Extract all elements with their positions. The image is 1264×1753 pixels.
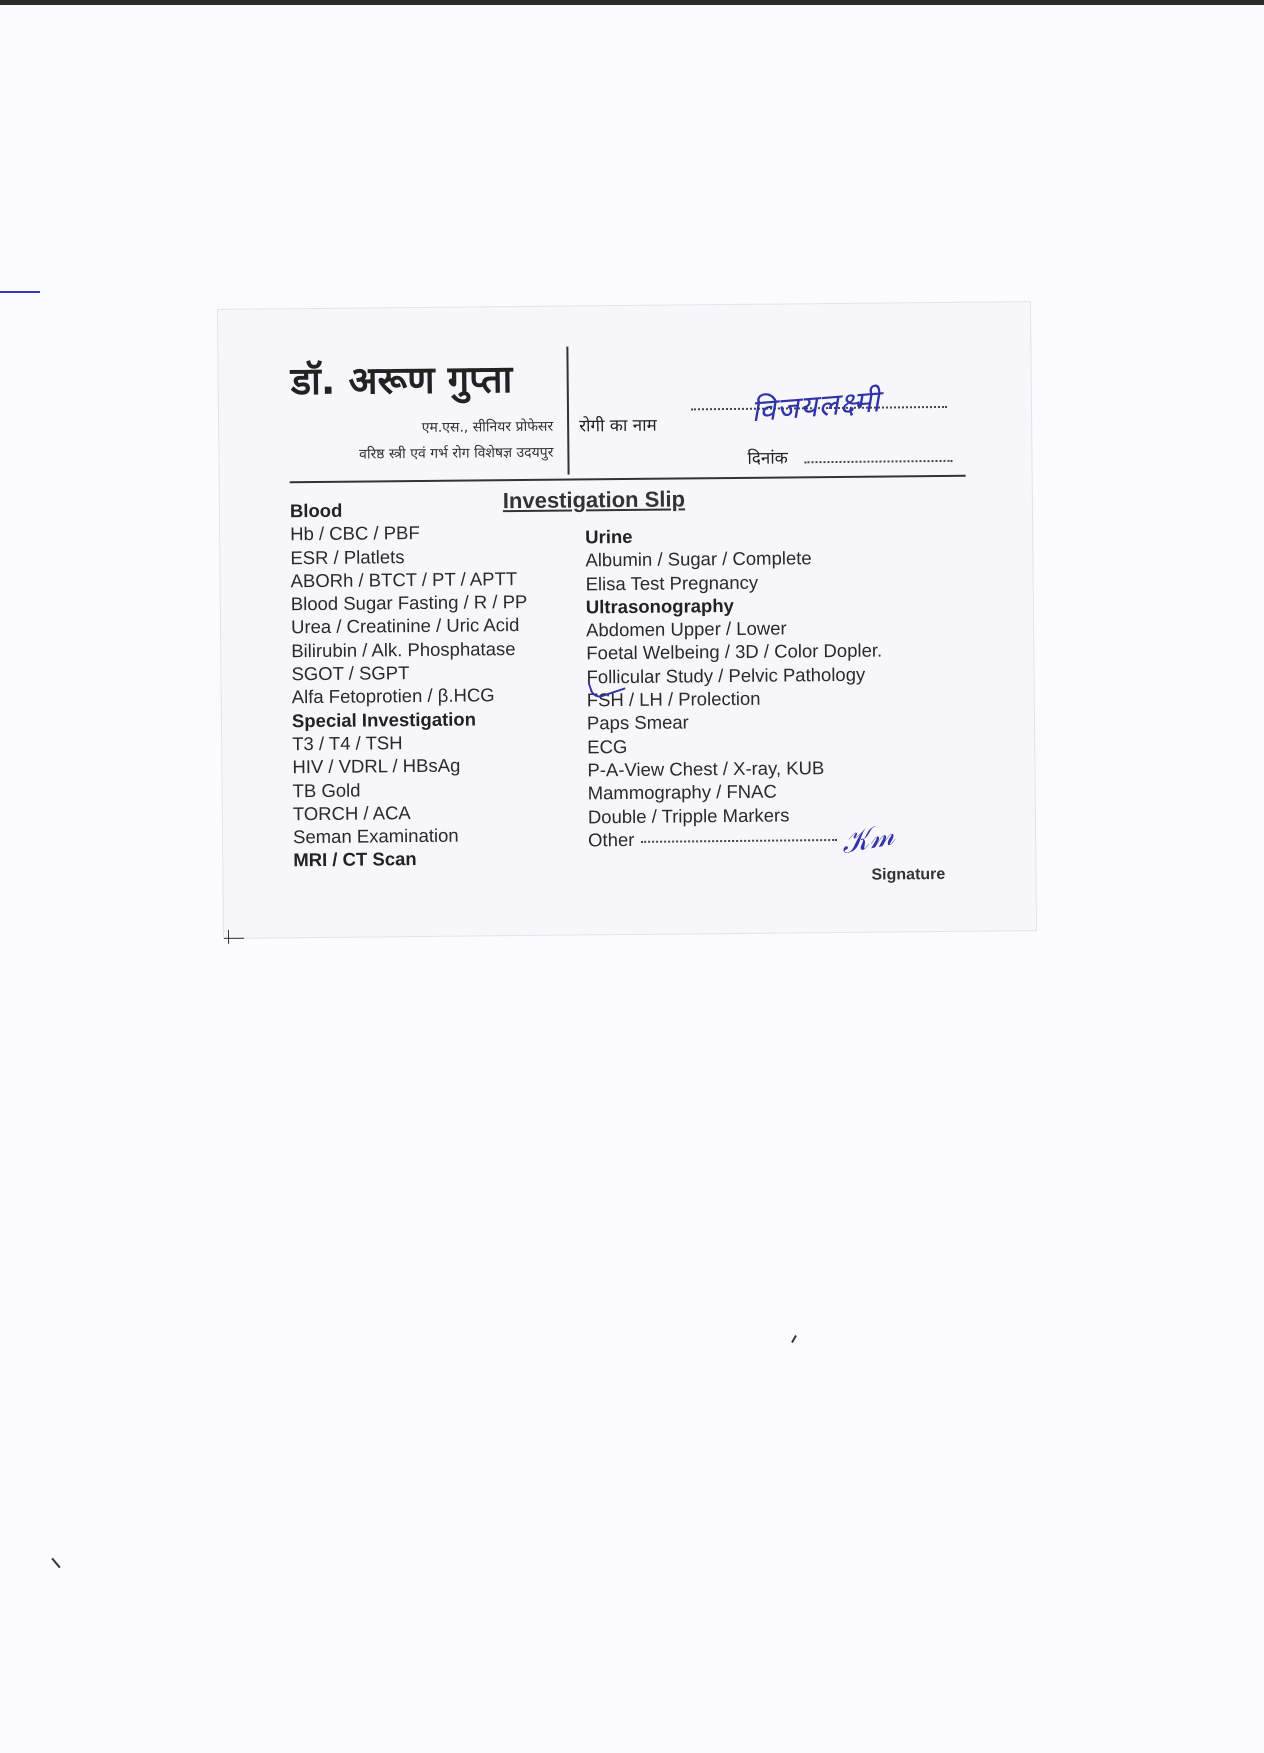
- test-item: ABORh / BTCT / PT / APTT: [290, 567, 518, 592]
- right-test-column: [585, 523, 884, 852]
- test-item: HIV / VDRL / HBsAg: [292, 754, 461, 778]
- test-item: Blood Sugar Fasting / R / PP: [290, 591, 528, 615]
- date-line: [804, 460, 952, 463]
- test-item: P-A-View Chest / X-ray, KUB: [587, 757, 825, 781]
- patient-name-handwritten: विजयलक्ष्मी: [749, 384, 882, 430]
- test-item: SGOT / SGPT: [291, 662, 410, 685]
- test-item: TB Gold: [292, 779, 361, 801]
- test-item: ECG: [587, 735, 628, 758]
- test-item: FSH / LH / Prolection: [586, 687, 761, 711]
- date-label: दिनांक: [747, 448, 788, 469]
- crop-mark: [228, 930, 229, 944]
- test-item: TORCH / ACA: [292, 801, 411, 825]
- test-item: Paps Smear: [586, 711, 689, 734]
- test-item: Elisa Test Pregnancy: [585, 571, 759, 594]
- test-item: Other: [588, 828, 635, 851]
- section-heading: Ultrasonography: [585, 594, 734, 618]
- scan-speck: [51, 1558, 60, 1568]
- test-item: Double / Tripple Markers: [587, 804, 790, 827]
- section-heading: Blood: [289, 499, 343, 522]
- crop-mark: [224, 938, 244, 939]
- scan-speck: [0, 291, 40, 293]
- scan-top-edge: [0, 0, 1264, 5]
- investigation-slip: [217, 301, 1037, 939]
- scan-speck: [791, 1335, 797, 1343]
- signature-label: Signature: [871, 865, 946, 884]
- section-heading: MRI / CT Scan: [293, 848, 417, 871]
- patient-name-label: रोगी का नाम: [579, 415, 657, 437]
- slip-title: Investigation Slip: [502, 486, 686, 514]
- doctor-qualification: एम.एस., सीनियर प्रोफेसर: [421, 418, 554, 436]
- test-item: Foetal Welbeing / 3D / Color Dopler.: [586, 640, 883, 664]
- test-item: Follicular Study / Pelvic Pathology: [586, 663, 866, 688]
- section-heading: Special Investigation: [291, 708, 477, 731]
- doctor-name: डॉ. अरूण गुप्ता: [290, 357, 513, 404]
- test-item: T3 / T4 / TSH: [292, 732, 403, 755]
- signature-scribble: 𝒦𝓂: [838, 817, 898, 862]
- test-item: Albumin / Sugar / Complete: [585, 547, 812, 571]
- test-item: Hb / CBC / PBF: [290, 522, 420, 545]
- test-item: ESR / Platlets: [290, 545, 405, 568]
- header-divider-horizontal: [290, 475, 966, 483]
- section-heading: Urine: [585, 525, 633, 548]
- test-item: Abdomen Upper / Lower: [585, 617, 787, 641]
- test-item: Bilirubin / Alk. Phosphatase: [291, 637, 516, 662]
- test-item: Alfa Fetoprotien / β.HCG: [291, 684, 495, 708]
- doctor-specialty: वरिष्ठ स्त्री एवं गर्भ रोग विशेषज्ञ उदयपुर: [359, 444, 554, 463]
- test-item: Mammography / FNAC: [587, 780, 777, 804]
- test-item: Seman Examination: [292, 824, 459, 848]
- left-test-column: [290, 497, 530, 872]
- test-item: Urea / Creatinine / Uric Acid: [290, 614, 520, 638]
- header-divider-vertical: [566, 347, 569, 475]
